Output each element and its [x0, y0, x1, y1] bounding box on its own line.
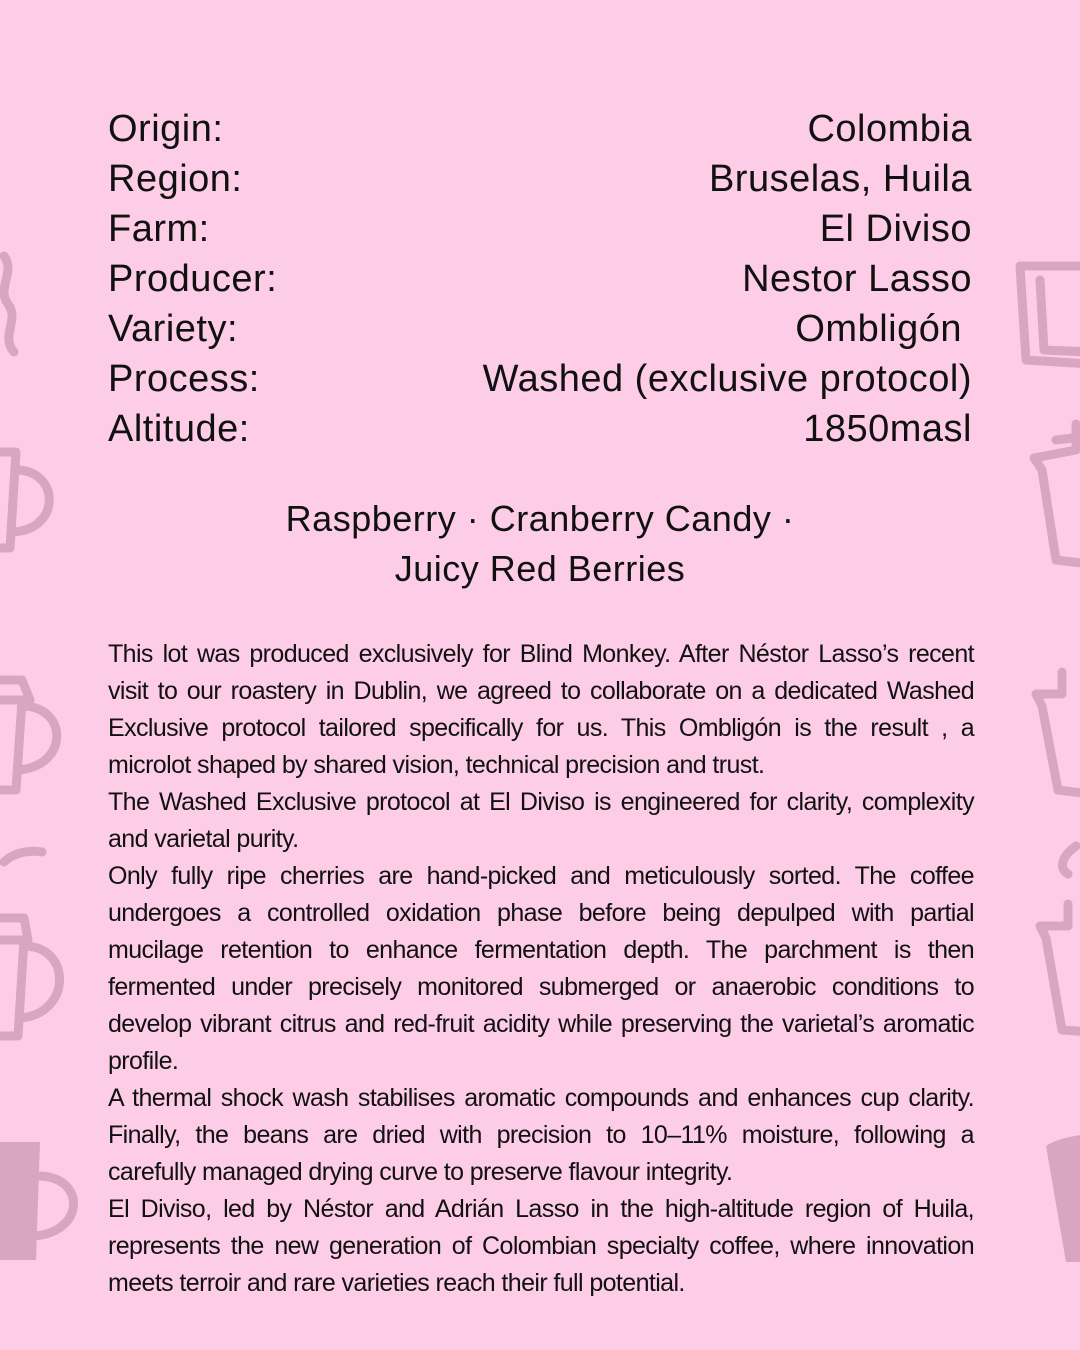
description-paragraph: El Diviso, led by Néstor and Adrián Lasso in the high-altitude region of Huila, represents the new generation of Colombian specialty coffee, where innovation meets terroir and rare varieties reach their full potential. [108, 1195, 974, 1297]
spec-value: Colombia [807, 108, 972, 150]
coffee-spec-table [108, 104, 972, 454]
coffee-cup-icon [0, 918, 60, 1036]
spec-row-variety [108, 304, 972, 354]
spec-value: Washed (exclusive protocol) [482, 358, 972, 400]
pour-over-icon [1040, 904, 1080, 1032]
spec-label: Process: [108, 358, 260, 400]
pour-over-icon [1036, 672, 1080, 794]
spec-value: 1850masl [803, 408, 972, 450]
spec-row-altitude [108, 404, 972, 454]
pour-over-icon [0, 680, 57, 790]
coffee-cup-icon [1046, 1134, 1080, 1262]
spec-row-producer [108, 254, 972, 304]
description-paragraph: Only fully ripe cherries are hand-picked and meticulously sorted. The coffee undergoes a controlled oxidation phase before being depulped with partial mucilage retention to enhance fermentation depth. The parchment is then fermented under precisely monitored submerged or anaerobic conditions to develop vibrant citrus and red-fruit acidity while preserving the varietal’s aromatic profile. [108, 862, 974, 1075]
steam-icon [4, 256, 14, 352]
spec-label: Altitude: [108, 408, 250, 450]
spec-label: Producer: [108, 258, 278, 300]
spec-value: Nestor Lasso [742, 258, 972, 300]
description-paragraph: A thermal shock wash stabilises aromatic compounds and enhances cup clarity. Finally, the beans are dried with precision to 10–11% moisture, following a carefully managed drying curve to preserve flavour integrity. [108, 1084, 974, 1186]
spec-value: Bruselas, Huila [708, 158, 972, 200]
paper-bag-icon [1020, 266, 1080, 364]
description-paragraph: This lot was produced exclusively for Blind Monkey. After Néstor Lasso’s recent visit to our roastery in Dublin, we agreed to collaborate on a dedicated Washed Exclusive protocol tailored specifically for us. This Ombligón is the result , a microlot shaped by shared vision, technical precision and trust. [108, 640, 974, 779]
spec-row-process [108, 354, 972, 404]
coffee-cup-icon [0, 452, 49, 548]
tasting-notes-line: Raspberry · Cranberry Candy · [285, 498, 795, 539]
description-paragraph: The Washed Exclusive protocol at El Diviso is engineered for clarity, complexity and varietal purity. [108, 788, 974, 853]
spec-row-region [108, 154, 972, 204]
spec-row-origin [108, 104, 972, 154]
spec-label: Variety: [108, 308, 239, 350]
coffee-cup-icon [0, 1142, 74, 1260]
tasting-notes-line: Juicy Red Berries [394, 548, 686, 589]
spec-label: Farm: [108, 208, 210, 250]
spec-value: El Diviso [819, 208, 972, 250]
spec-row-farm [108, 204, 972, 254]
spec-value: Ombligón [795, 308, 962, 350]
pour-over-icon [1034, 424, 1080, 564]
steam-icon [1062, 846, 1076, 874]
tasting-notes [108, 494, 972, 594]
steam-icon [4, 851, 42, 862]
spec-label: Origin: [108, 108, 224, 150]
spec-label: Region: [108, 158, 243, 200]
description [108, 636, 974, 1302]
